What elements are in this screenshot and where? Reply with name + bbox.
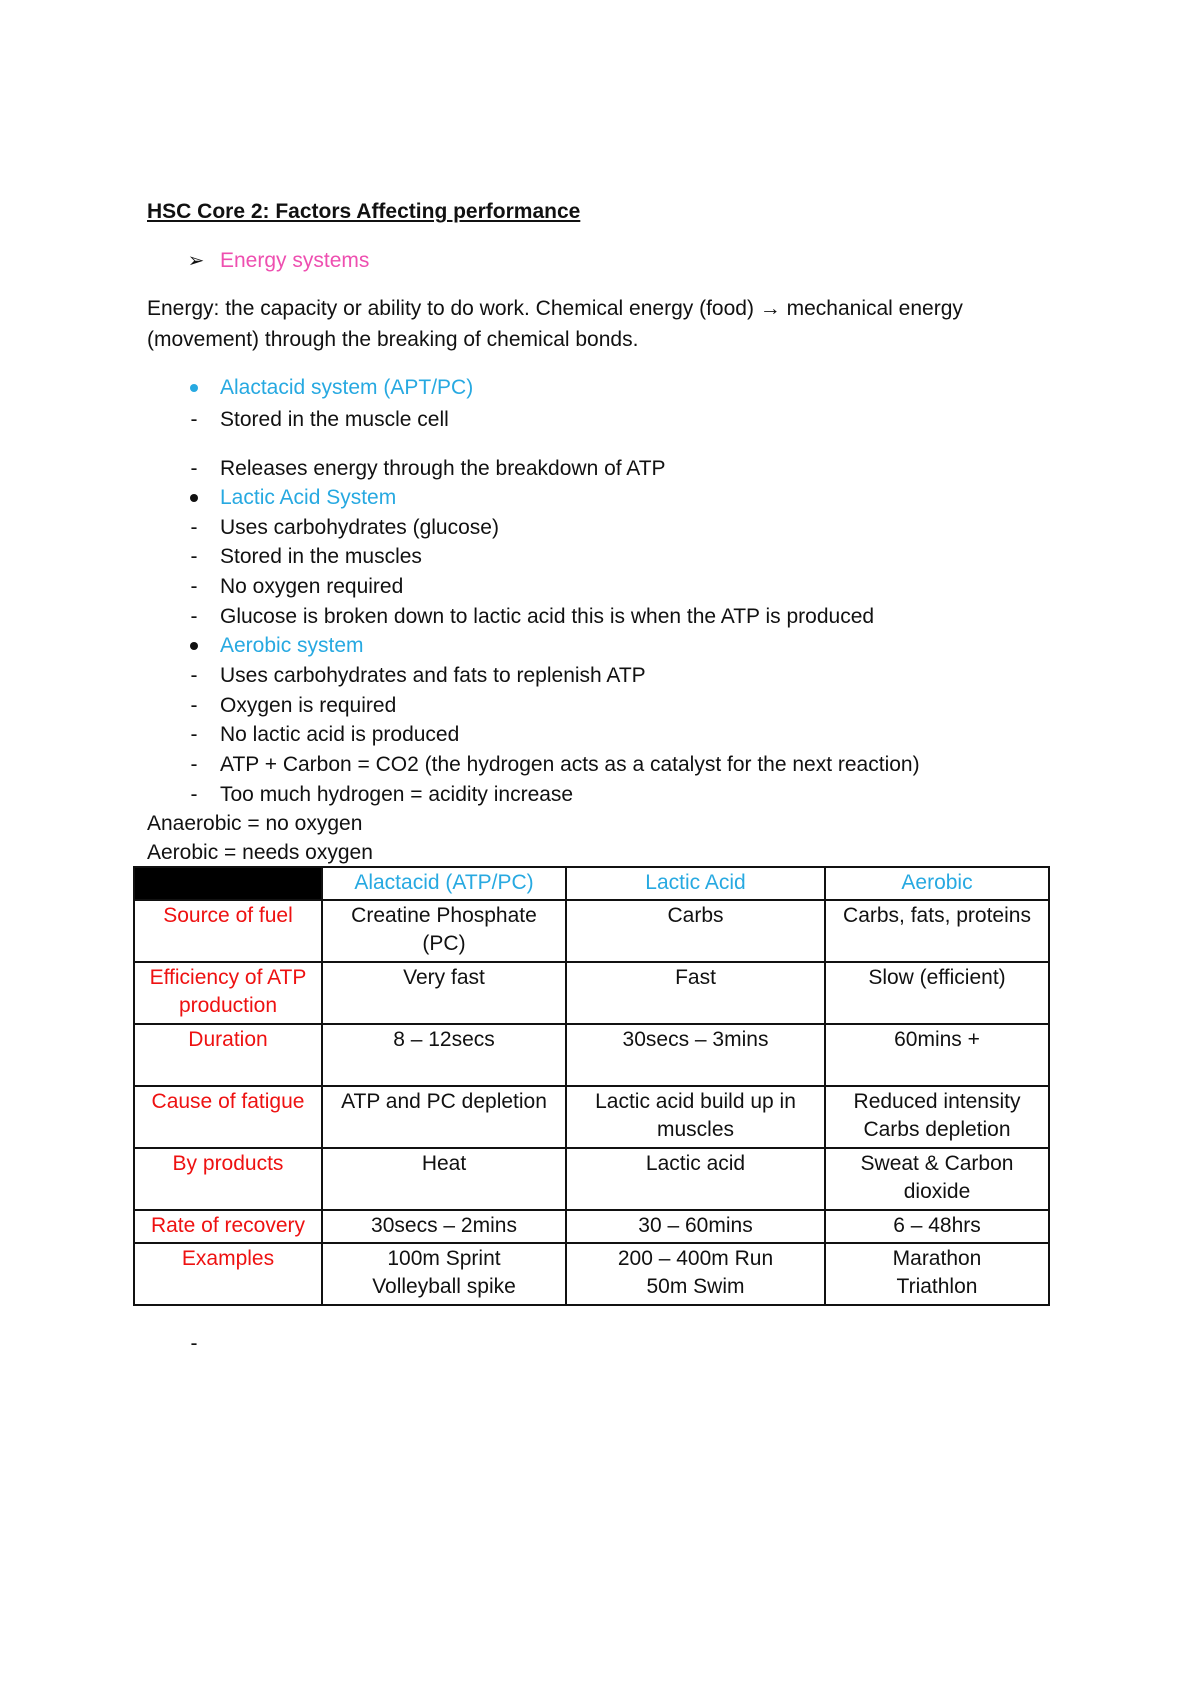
table-cell [566,1024,825,1086]
bullet-dot-icon [179,632,209,660]
cell-line: Lactic acid [645,1152,746,1175]
column-header: Aerobic [825,867,1049,900]
cell-line: 30secs – 3mins [622,1028,769,1051]
cell-line: 8 – 12secs [393,1028,495,1051]
row-label: By products [134,1148,322,1210]
cell-line: dioxide [903,1180,971,1203]
section-heading: Energy systems [220,249,370,272]
dash-bullet: - [190,753,198,776]
intro-text-post: mechanical energy [780,297,963,320]
dash-bullet: - [190,723,198,746]
right-arrow-icon: → [759,297,781,320]
bullet-dot-icon [179,484,209,512]
aerobic-point: No lactic acid is produced [220,723,460,746]
cell-line: 60mins + [894,1028,980,1051]
table-row [134,1086,1049,1148]
table-cell [566,1148,825,1210]
table-cell [322,1024,566,1086]
trailing-dash-bullet: - [190,1332,198,1355]
table-corner-cell [134,867,322,900]
cell-line: Triathlon [896,1275,978,1298]
cell-line: Carbs [667,904,724,927]
table-cell [322,962,566,1024]
row-label: Source of fuel [134,900,322,962]
table-cell [322,1148,566,1210]
alactacid-point: Releases energy through the breakdown of ATP [220,457,666,480]
dash-bullet: - [190,545,198,568]
table-row [134,900,1049,962]
table-header-row [134,867,1049,900]
anaerobic-definition: Anaerobic = no oxygen [147,812,363,835]
table-cell [566,1086,825,1148]
aerobic-definition: Aerobic = needs oxygen [147,841,373,864]
table-row [134,962,1049,1024]
aerobic-point: Uses carbohydrates and fats to replenish ATP [220,664,646,687]
bullet-dot-icon [179,374,209,402]
cell-line: Lactic acid build up in [595,1090,796,1113]
table-cell [825,962,1049,1024]
aerobic-heading: Aerobic system [220,634,364,657]
row-label: Duration [134,1024,322,1086]
row-label: Cause of fatigue [134,1086,322,1148]
cell-line: 6 – 48hrs [893,1214,981,1237]
cell-line: Heat [421,1152,467,1175]
row-label: Rate of recovery [134,1210,322,1243]
arrow-bullet-icon: ➢ [187,250,205,272]
cell-line: 30 – 60mins [638,1214,753,1237]
dash-bullet: - [190,575,198,598]
cell-line: (PC) [422,932,466,955]
intro-text-pre: Energy: the capacity or ability to do work. Chemical energy (food) [147,297,760,320]
dash-bullet: - [190,664,198,687]
dash-bullet: - [190,516,198,539]
intro-line-2: (movement) through the breaking of chemical bonds. [147,328,639,351]
table-cell [825,900,1049,962]
cell-line: Creatine Phosphate [351,904,537,927]
dash-bullet: - [190,694,198,717]
lactic-point: Stored in the muscles [220,545,422,568]
table-cell [566,1210,825,1243]
table-cell [322,1243,566,1305]
table-row [134,1243,1049,1305]
cell-line: Reduced intensity [853,1090,1021,1113]
aerobic-point: ATP + Carbon = CO2 (the hydrogen acts as a catalyst for the next reaction) [220,753,920,776]
cell-line: Carbs, fats, proteins [843,904,1031,927]
lactic-heading: Lactic Acid System [220,486,397,509]
table-cell [566,962,825,1024]
cell-line: 50m Swim [646,1275,745,1298]
row-label: Examples [134,1243,322,1305]
intro-line-1 [147,295,963,323]
lactic-point: Glucose is broken down to lactic acid this is when the ATP is produced [220,605,875,628]
table-cell [566,900,825,962]
table-cell [825,1086,1049,1148]
energy-systems-table [133,866,1050,1306]
aerobic-point: Oxygen is required [220,694,397,717]
alactacid-heading: Alactacid system (APT/PC) [220,376,474,399]
table-row [134,1210,1049,1243]
cell-line: 30secs – 2mins [371,1214,517,1237]
cell-line: 100m Sprint [387,1247,501,1270]
cell-line: Fast [675,966,716,989]
lactic-point: Uses carbohydrates (glucose) [220,516,499,539]
cell-line: muscles [656,1118,735,1141]
table-cell [825,1024,1049,1086]
cell-line: 200 – 400m Run [617,1247,774,1270]
cell-line: Marathon [892,1247,982,1270]
cell-line: Sweat & Carbon [860,1152,1014,1175]
table-cell [322,1210,566,1243]
dash-bullet: - [190,457,198,480]
cell-line: Slow (efficient) [868,966,1006,989]
table-cell [322,900,566,962]
aerobic-point: Too much hydrogen = acidity increase [220,783,574,806]
cell-line: ATP and PC depletion [341,1090,547,1113]
table-row [134,1148,1049,1210]
dash-bullet: - [190,783,198,806]
cell-line: Volleyball spike [372,1275,516,1298]
column-header: Alactacid (ATP/PC) [322,867,566,900]
table-cell [825,1148,1049,1210]
row-label: Efficiency of ATP production [134,962,322,1024]
dash-bullet: - [190,605,198,628]
cell-line: Very fast [403,966,485,989]
table-row [134,1024,1049,1086]
table-cell [825,1210,1049,1243]
page-title: HSC Core 2: Factors Affecting performance [147,200,581,223]
table-cell [566,1243,825,1305]
table-cell [825,1243,1049,1305]
table-cell [322,1086,566,1148]
lactic-point: No oxygen required [220,575,404,598]
alactacid-point: Stored in the muscle cell [220,408,449,431]
dash-bullet: - [190,408,198,431]
column-header: Lactic Acid [566,867,825,900]
cell-line: Carbs depletion [863,1118,1011,1141]
